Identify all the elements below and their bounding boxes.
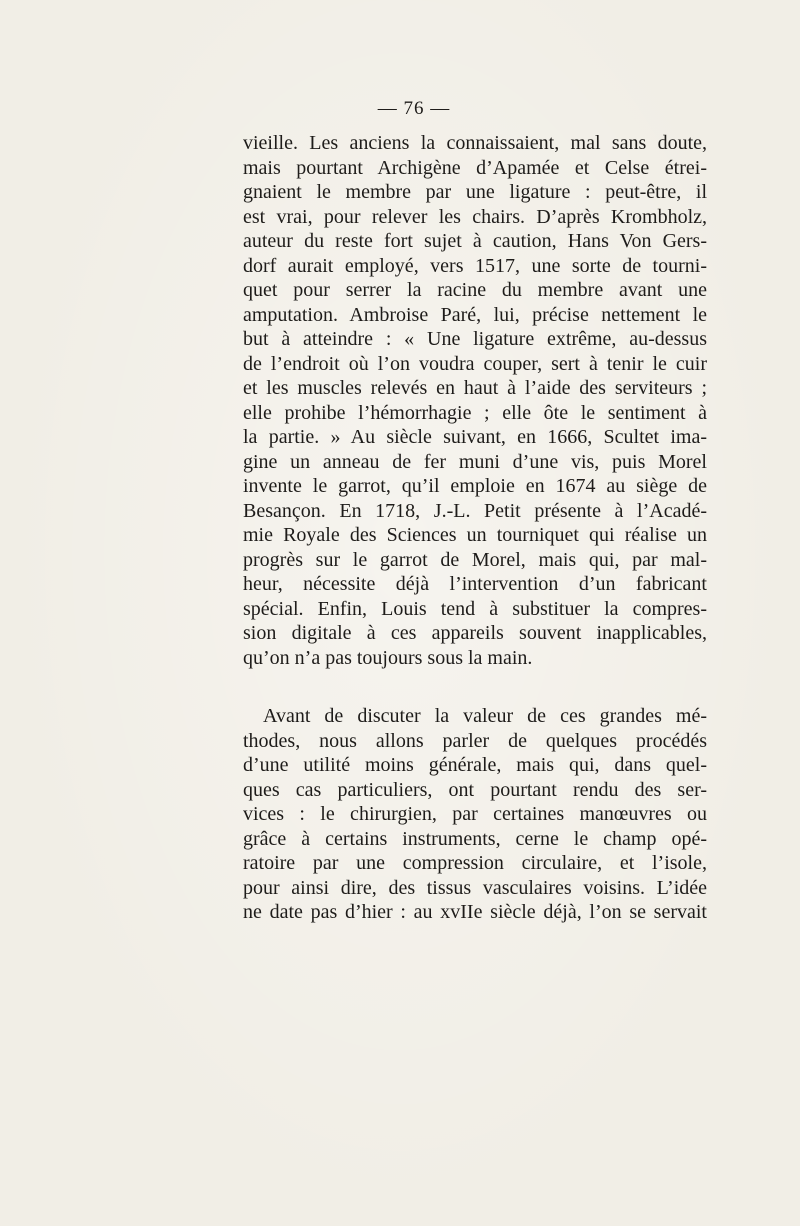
text-line: et les muscles relevés en haut à l’aide des serviteurs ; xyxy=(243,377,707,399)
text-line: ques cas particuliers, ont pourtant rendu des ser- xyxy=(243,778,707,801)
text-line: thodes, nous allons parler de quelques procédés xyxy=(243,729,707,752)
text-line: vieille. Les anciens la connaissaient, mal sans doute, xyxy=(243,132,707,154)
text-line: ne date pas d’hier : au xvIIe siècle déjà, l’on se servait xyxy=(243,901,707,923)
text-line: heur, nécessite déjà l’intervention d’un fabricant xyxy=(243,573,707,595)
text-line: invente le garrot, qu’il emploie en 1674 au siège de xyxy=(243,475,707,497)
text-line: ratoire par une compression circulaire, et l’isole, xyxy=(243,852,707,874)
text-line: gine un anneau de fer muni d’une vis, puis Morel xyxy=(243,450,707,473)
paragraph-2 xyxy=(243,704,707,925)
text-line: de l’endroit où l’on voudra couper, sert à tenir le cuir xyxy=(243,352,707,375)
text-line: grâce à certains instruments, cerne le champ opé- xyxy=(243,827,707,850)
text-line: est vrai, pour relever les chairs. D’après Krombholz, xyxy=(243,205,707,228)
text-line: elle prohibe l’hémorrhagie ; elle ôte le sentiment à xyxy=(243,401,707,424)
text-line: gnaient le membre par une ligature : peut-être, il xyxy=(243,181,707,203)
text-line: auteur du reste fort sujet à caution, Hans Von Gers- xyxy=(243,230,707,252)
text-line: Avant de discuter la valeur de ces grandes mé- xyxy=(263,705,707,727)
text-line: la partie. » Au siècle suivant, en 1666, Scultet ima- xyxy=(243,426,707,448)
text-line: qu’on n’a pas toujours sous la main. xyxy=(243,646,533,669)
text-line: pour ainsi dire, des tissus vasculaires voisins. L’idée xyxy=(243,876,707,899)
text-line: Besançon. En 1718, J.-L. Petit présente à l’Acadé- xyxy=(243,499,707,522)
text-line: progrès sur le garrot de Morel, mais qui, par mal- xyxy=(243,548,707,571)
text-line: dorf aurait employé, vers 1517, une sorte de tourni- xyxy=(243,254,707,277)
text-line: vices : le chirurgien, par certaines manœuvres ou xyxy=(243,803,707,825)
text-line: amputation. Ambroise Paré, lui, précise nettement le xyxy=(243,303,707,326)
text-line: but à atteindre : « Une ligature extrême, au-dessus xyxy=(243,328,707,350)
text-line: sion digitale à ces appareils souvent inapplicables, xyxy=(243,622,707,644)
text-line: mie Royale des Sciences un tourniquet qui réalise un xyxy=(243,524,707,546)
text-line: quet pour serrer la racine du membre avant une xyxy=(243,279,707,301)
text-line: mais pourtant Archigène d’Apamée et Celse étrei- xyxy=(243,156,707,179)
text-line: d’une utilité moins générale, mais qui, dans quel- xyxy=(243,754,707,776)
text-line: spécial. Enfin, Louis tend à substituer la compres- xyxy=(243,597,707,620)
paragraph-1 xyxy=(243,131,707,670)
page-number: — 76 — xyxy=(377,98,451,119)
